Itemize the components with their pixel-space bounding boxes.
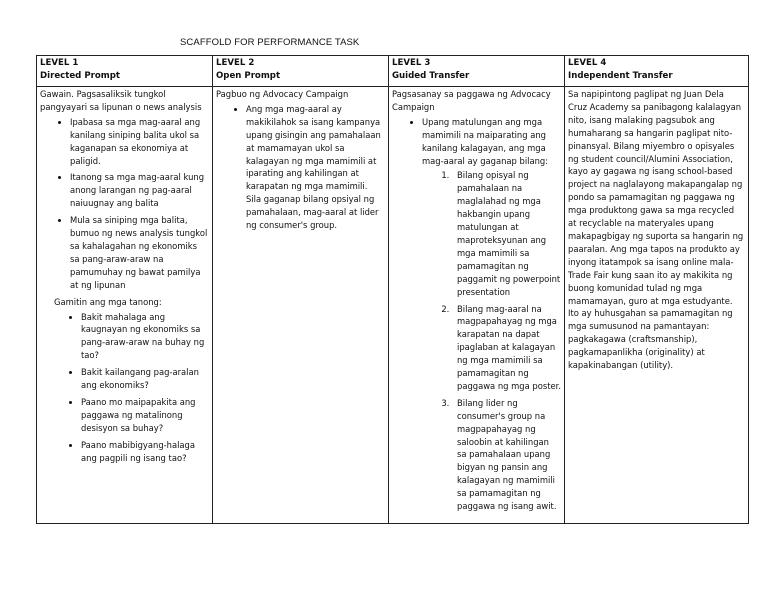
level-3-bullets [392, 116, 561, 513]
header-level-2 [213, 56, 389, 87]
level-2-cell [213, 87, 389, 524]
header-level-4 [565, 56, 749, 87]
level-2-intro: Pagbuo ng Advocacy Campaign [216, 89, 349, 99]
role-item: 1. Bilang opisyal ng pamahalaan na maglalahad ng mga hakbangin upang matulungan at maproteksyunan ang mga mamimili sa pamamagitan ng paggamit ng powerpoint presentation [452, 169, 561, 298]
level-1-bullets [40, 116, 209, 292]
question-item: • Paano mabibigyang-halaga ang pagpili ng isang tao? [81, 439, 209, 465]
question-item: • Paano mo maipapakita ang paggawa ng matalinong desisyon sa buhay? [81, 396, 209, 435]
header-level-1 [37, 56, 213, 87]
level-3-cell [389, 87, 565, 524]
level-name: Open Prompt [216, 71, 281, 81]
level-label: LEVEL 1 [40, 58, 79, 68]
scaffold-table [36, 55, 749, 524]
level-label: LEVEL 4 [568, 58, 607, 68]
questions-label: Gamitin ang mga tanong: [54, 296, 162, 307]
document-title: SCAFFOLD FOR PERFORMANCE TASK [180, 37, 360, 48]
list-item: • Ipabasa sa mga mag-aaral ang kanilang siniping balita ukol sa kaganapan sa ekonomiya at paligid. [70, 116, 209, 168]
header-row [37, 56, 749, 87]
level-name: Guided Transfer [392, 71, 470, 81]
level-1-intro: Gawain. Pagsasaliksik tungkol pangyayari sa lipunan o news analysis [40, 89, 202, 112]
list-item: • Mula sa siniping mga balita, bumuo ng news analysis tungkol sa kahalagahan ng ekonomiks sa pang-araw-araw na pamumuhay ng bawat pamilya at ng lipunan [70, 214, 209, 291]
list-item [422, 116, 561, 513]
list-item: • Ang mga mag-aaral ay makikilahok sa isang kampanya upang gisingin ang pamahalaan at mamamayan ukol sa kalagayan ng mga mamimili at iparating ang kahilingan at karapatan ng mga mamimili. Sila gaganap bilang opsiyal ng pamahalaan, mag-aaral at lider ng consumer's group. [246, 103, 385, 232]
level-1-cell [37, 87, 213, 524]
role-item: 2. Bilang mag-aaral na magpapahayag ng mga karapatan na dapat ipaglaban at kalagayan ng mga mamimili sa pamamagitan ng paggawa ng mga poster. [452, 303, 561, 393]
level-4-paragraph: Sa napipintong paglipat ng Juan Dela Cruz Academy sa panibagong kalalagyan nito, isang malaking pagsubok ang humaharang sa hangarin paglipat nito- pinansyal. Bilang miyembro o opisyales ng student council/Alumini Association, kayo ay gagawa ng isang school-based project na naglalayong makapangalap ng pondo sa pamamagitan ng paggawa ng mga produktong gawa sa mga recycled at recyclable na materyales upang makapagbigay ng suporta sa hangarin ng paaralan. Ang mga tapos na produkto ay inyong itatampok sa isang online mala-Trade Fair kung saan ito ay makikita ng buong komunidad tulad ng mga mamamayan, guro at mga estudyante. Ito ay huhusgahan sa pamamagitan ng mga sumusunod na pamantayan: pagkakagawa (craftsmanship), pagkamapanlikha (originality) at kapakinabangan (utility). [568, 89, 744, 371]
level-name: Independent Transfer [568, 71, 673, 81]
level-1-questions [40, 311, 209, 465]
header-level-3 [389, 56, 565, 87]
level-name: Directed Prompt [40, 71, 120, 81]
role-list [422, 169, 561, 513]
level-2-bullets [216, 103, 385, 232]
level-label: LEVEL 2 [216, 58, 255, 68]
content-row [37, 87, 749, 524]
question-item: • Bakit kailangang pag-aralan ang ekonomiks? [81, 366, 209, 392]
level-label: LEVEL 3 [392, 58, 431, 68]
level-4-cell [565, 87, 749, 524]
role-item: 3. Bilang lider ng consumer's group na magpapahayag ng saloobin at kahilingan sa pamahalaan upang bigyan ng pansin ang kalagayan ng mamimili sa pamamagitan ng paggawa ng isang awit. [452, 397, 561, 513]
question-item: • Bakit mahalaga ang kaugnayan ng ekonomiks sa pang-araw-araw na buhay ng tao? [81, 311, 209, 363]
list-item-text: Upang matulungan ang mga mamimili na maiparating ang kanilang kalagayan, ang mga mag-aaral ay gaganap bilang: [422, 116, 549, 166]
level-3-intro: Pagsasanay sa paggawa ng Advocacy Campaign [392, 89, 551, 112]
list-item: • Itanong sa mga mag-aaral kung anong larangan ng pag-aaral naiuugnay ang balita [70, 171, 209, 210]
